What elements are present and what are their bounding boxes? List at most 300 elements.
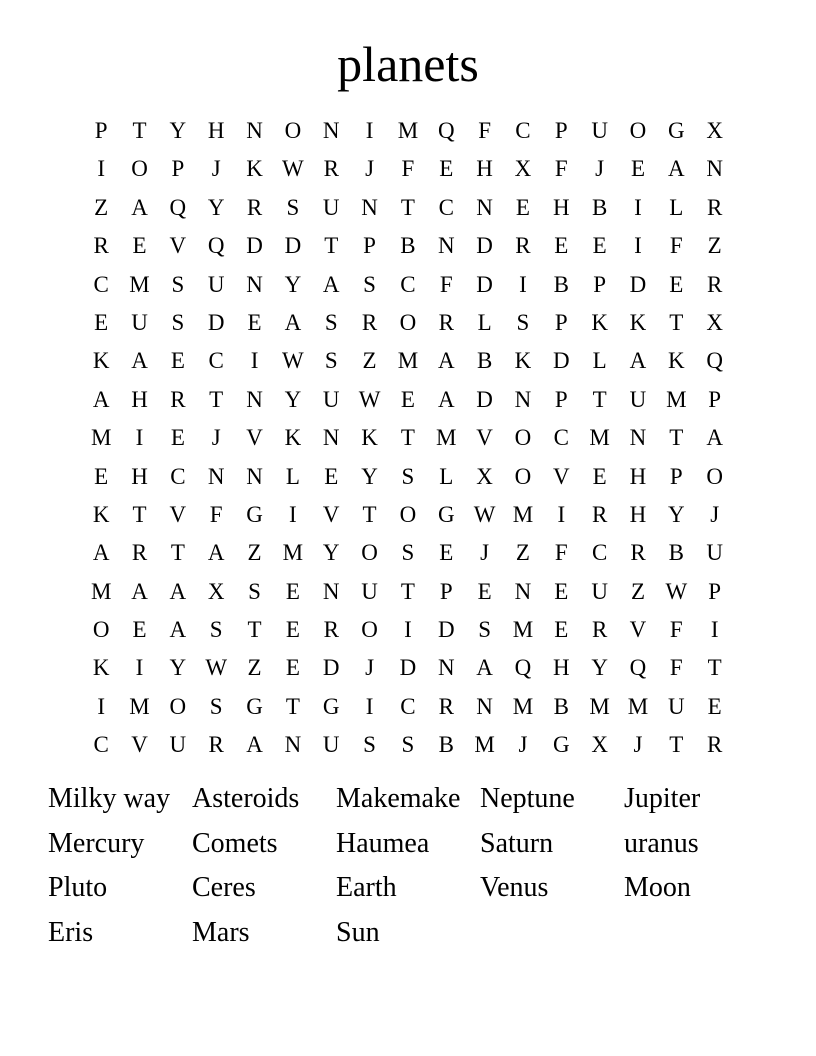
grid-letter: T — [669, 425, 684, 451]
word-list-item: Venus — [480, 872, 549, 904]
grid-letter: N — [514, 386, 532, 412]
grid-letter: M — [474, 732, 495, 758]
grid-letter: A — [322, 271, 340, 297]
grid-letter: U — [361, 578, 378, 604]
grid-letter: A — [131, 194, 148, 220]
grid-letter: J — [710, 501, 720, 527]
grid-letter: N — [246, 118, 263, 143]
grid-row — [82, 381, 734, 419]
grid-letter: K — [591, 309, 608, 335]
grid-letter: P — [708, 578, 722, 604]
grid-letter: D — [437, 617, 455, 643]
grid-letter: R — [131, 540, 148, 566]
grid-letter: S — [401, 540, 415, 566]
grid-letter: J — [518, 732, 528, 758]
grid-letter: G — [552, 732, 570, 758]
grid-letter: P — [669, 463, 683, 489]
grid-letter: Y — [668, 501, 685, 527]
grid-letter: V — [131, 732, 148, 758]
grid-row — [82, 189, 734, 227]
grid-letter: A — [92, 540, 110, 566]
grid-letter: G — [322, 693, 340, 719]
grid-letter: E — [132, 233, 147, 259]
grid-letter: N — [322, 425, 340, 451]
grid-letter: Q — [169, 194, 187, 220]
grid-letter: O — [284, 118, 302, 143]
grid-letter: T — [707, 655, 722, 681]
grid-letter: N — [476, 693, 493, 719]
grid-letter: N — [361, 194, 378, 220]
grid-letter: K — [92, 655, 110, 681]
grid-letter: U — [169, 732, 187, 758]
grid-letter: O — [361, 540, 378, 566]
grid-letter: I — [365, 693, 374, 719]
grid-letter: O — [629, 118, 647, 143]
grid-letter: I — [289, 501, 297, 527]
grid-row — [82, 534, 734, 572]
grid-letter: J — [633, 732, 643, 758]
grid-letter: T — [400, 194, 415, 220]
grid-letter: U — [668, 693, 685, 719]
grid-row — [82, 342, 734, 380]
grid-letter: X — [207, 578, 225, 604]
grid-letter: F — [669, 655, 683, 681]
grid-letter: B — [553, 693, 569, 719]
grid-letter: V — [476, 425, 493, 451]
grid-letter: Z — [247, 655, 262, 681]
grid-letter: X — [591, 732, 608, 758]
grid-row — [82, 150, 734, 188]
grid-letter: T — [592, 386, 607, 412]
grid-letter: O — [169, 693, 187, 719]
word-list-item: Pluto — [48, 872, 108, 904]
word-list-item: Comets — [192, 827, 278, 859]
grid-letter: D — [399, 655, 417, 681]
grid-letter: N — [514, 578, 532, 604]
grid-letter: R — [591, 617, 608, 643]
grid-letter: R — [630, 540, 646, 566]
grid-letter: T — [669, 309, 684, 335]
word-list-item: uranus — [624, 827, 699, 859]
grid-letter: N — [207, 463, 225, 489]
grid-letter: J — [595, 156, 605, 182]
grid-letter: P — [593, 271, 607, 297]
grid-row — [82, 304, 734, 342]
word-list-item: Haumea — [336, 827, 430, 859]
grid-letter: E — [285, 578, 300, 604]
grid-letter: M — [666, 386, 687, 412]
grid-letter: G — [246, 501, 263, 527]
grid-row — [82, 726, 734, 764]
grid-letter: H — [629, 501, 647, 527]
grid-letter: M — [282, 540, 304, 566]
grid-letter: U — [591, 578, 608, 604]
grid-letter: E — [400, 386, 415, 412]
grid-letter: W — [282, 348, 304, 374]
grid-letter: O — [361, 617, 378, 643]
grid-letter: S — [324, 309, 338, 335]
grid-letter: M — [397, 118, 419, 143]
grid-letter: W — [358, 386, 381, 412]
grid-letter: O — [399, 309, 417, 335]
grid-letter: T — [400, 578, 415, 604]
grid-row — [82, 496, 734, 534]
grid-letter: W — [473, 501, 496, 527]
grid-letter: Y — [169, 655, 187, 681]
grid-letter: T — [132, 501, 147, 527]
grid-letter: R — [93, 233, 109, 259]
grid-letter: H — [476, 156, 493, 182]
grid-letter: F — [554, 156, 568, 182]
grid-letter: K — [92, 348, 110, 374]
grid-letter: H — [629, 463, 647, 489]
word-list-item: Sun — [336, 916, 380, 948]
grid-letter: A — [207, 540, 225, 566]
grid-letter: A — [246, 732, 263, 758]
grid-letter: D — [476, 271, 493, 297]
grid-letter: F — [209, 501, 223, 527]
grid-letter: Y — [284, 271, 302, 297]
grid-letter: Q — [629, 655, 647, 681]
grid-letter: Z — [247, 540, 262, 566]
grid-row — [82, 227, 734, 265]
grid-letter: M — [589, 693, 610, 719]
grid-letter: V — [322, 501, 340, 527]
grid-letter: O — [514, 425, 532, 451]
grid-letter: B — [591, 194, 608, 220]
grid-letter: F — [439, 271, 453, 297]
grid-letter: K — [246, 156, 263, 182]
grid-letter: S — [324, 348, 338, 374]
grid-letter: Z — [515, 540, 530, 566]
grid-letter: D — [284, 233, 302, 259]
grid-letter: M — [512, 501, 534, 527]
grid-letter: C — [591, 540, 608, 566]
grid-letter: U — [629, 386, 647, 412]
grid-letter: C — [93, 271, 109, 297]
grid-letter: E — [439, 156, 454, 182]
grid-letter: R — [208, 732, 224, 758]
grid-row — [82, 458, 734, 496]
grid-letter: P — [554, 386, 568, 412]
grid-letter: L — [285, 463, 300, 489]
grid-letter: O — [92, 617, 110, 643]
grid-letter: J — [480, 540, 490, 566]
grid-letter: D — [476, 386, 493, 412]
grid-letter: P — [94, 118, 108, 143]
grid-letter: N — [437, 655, 455, 681]
grid-letter: N — [437, 233, 455, 259]
grid-letter: R — [515, 233, 531, 259]
grid-letter: S — [171, 309, 185, 335]
grid-letter: Y — [207, 194, 225, 220]
grid-letter: E — [477, 578, 492, 604]
grid-letter: D — [476, 233, 493, 259]
grid-letter: V — [246, 425, 263, 451]
grid-letter: F — [669, 233, 683, 259]
grid-letter: I — [404, 617, 412, 643]
grid-letter: S — [516, 309, 530, 335]
grid-letter: U — [322, 386, 340, 412]
grid-letter: E — [285, 655, 300, 681]
word-list-item: Saturn — [480, 827, 554, 859]
grid-letter: L — [592, 348, 607, 374]
grid-letter: K — [514, 348, 532, 374]
grid-letter: P — [439, 578, 453, 604]
grid-letter: O — [514, 463, 532, 489]
grid-letter: S — [209, 617, 223, 643]
grid-letter: U — [322, 194, 340, 220]
grid-letter: C — [400, 693, 416, 719]
grid-letter: R — [707, 732, 723, 758]
word-list-item: Moon — [624, 872, 691, 904]
grid-letter: J — [211, 156, 221, 182]
grid-letter: I — [365, 118, 374, 143]
grid-letter: T — [209, 386, 224, 412]
grid-letter: C — [93, 732, 109, 758]
grid-letter: E — [592, 233, 607, 259]
grid-letter: V — [629, 617, 647, 643]
grid-letter: M — [436, 425, 457, 451]
grid-letter: L — [439, 463, 454, 489]
grid-letter: N — [246, 271, 263, 297]
grid-letter: A — [629, 348, 647, 374]
grid-letter: C — [400, 271, 416, 297]
grid-letter: N — [322, 118, 340, 143]
grid-letter: U — [322, 732, 340, 758]
grid-letter: C — [553, 425, 569, 451]
grid-row — [82, 112, 734, 150]
grid-letter: I — [634, 233, 642, 259]
grid-letter: E — [170, 348, 185, 374]
grid-letter: K — [629, 309, 647, 335]
grid-letter: T — [669, 732, 684, 758]
grid-letter: Q — [706, 348, 723, 374]
grid-letter: E — [247, 309, 262, 335]
grid-row — [82, 419, 734, 457]
word-list-item: Milky way — [48, 783, 171, 814]
letter-grid — [82, 112, 734, 765]
grid-letter: H — [552, 194, 570, 220]
grid-letter: J — [365, 156, 375, 182]
grid-letter: Y — [322, 540, 340, 566]
grid-letter: T — [324, 233, 339, 259]
grid-letter: F — [401, 156, 415, 182]
grid-letter: K — [92, 501, 110, 527]
grid-letter: V — [169, 501, 187, 527]
grid-letter: T — [132, 118, 147, 143]
grid-letter: D — [322, 655, 340, 681]
grid-letter: B — [668, 540, 684, 566]
grid-letter: Q — [207, 233, 225, 259]
grid-letter: W — [205, 655, 228, 681]
grid-letter: K — [284, 425, 302, 451]
grid-letter: O — [399, 501, 417, 527]
grid-letter: M — [90, 425, 112, 451]
grid-letter: E — [554, 617, 569, 643]
grid-letter: R — [323, 617, 339, 643]
grid-letter: X — [706, 309, 723, 335]
grid-letter: G — [246, 693, 263, 719]
grid-letter: V — [552, 463, 570, 489]
grid-letter: S — [478, 617, 491, 643]
grid-letter: R — [170, 386, 186, 412]
page-title: planets — [337, 36, 479, 92]
grid-letter: E — [94, 463, 109, 489]
grid-letter: X — [706, 118, 723, 143]
grid-letter: A — [131, 348, 148, 374]
grid-letter: N — [476, 194, 493, 220]
grid-row — [82, 688, 734, 726]
grid-letter: D — [552, 348, 570, 374]
word-list-item: Neptune — [480, 783, 575, 814]
grid-letter: K — [668, 348, 685, 374]
grid-letter: I — [97, 156, 105, 182]
grid-letter: A — [437, 348, 455, 374]
grid-letter: W — [282, 156, 304, 182]
grid-letter: B — [400, 233, 416, 259]
grid-letter: I — [135, 425, 144, 451]
grid-letter: E — [439, 540, 454, 566]
word-list-item: Earth — [336, 872, 397, 904]
grid-letter: X — [476, 463, 493, 489]
grid-letter: T — [247, 617, 262, 643]
grid-letter: T — [400, 425, 415, 451]
grid-letter: M — [129, 271, 150, 297]
grid-letter: L — [669, 194, 684, 220]
grid-letter: X — [514, 156, 532, 182]
grid-letter: T — [362, 501, 377, 527]
word-list-item: Makemake — [336, 783, 461, 814]
grid-letter: A — [169, 578, 187, 604]
grid-letter: S — [401, 732, 415, 758]
grid-letter: C — [170, 463, 186, 489]
grid-letter: V — [169, 233, 187, 259]
grid-letter: A — [437, 386, 455, 412]
grid-letter: M — [512, 693, 534, 719]
grid-letter: D — [207, 309, 225, 335]
grid-letter: S — [363, 732, 376, 758]
grid-letter: U — [131, 309, 148, 335]
grid-letter: S — [209, 693, 223, 719]
grid-letter: O — [131, 156, 148, 182]
grid-letter: H — [207, 118, 225, 143]
grid-letter: W — [665, 578, 688, 604]
grid-letter: E — [707, 693, 722, 719]
grid-letter: D — [629, 271, 647, 297]
grid-letter: E — [554, 233, 569, 259]
grid-row — [82, 573, 734, 611]
word-list-item: Mars — [192, 916, 250, 948]
grid-letter: I — [250, 348, 259, 374]
grid-letter: M — [90, 578, 112, 604]
grid-letter: R — [246, 194, 263, 220]
grid-letter: E — [669, 271, 684, 297]
grid-letter: S — [171, 271, 185, 297]
grid-letter: K — [361, 425, 378, 451]
grid-letter: A — [169, 617, 187, 643]
grid-letter: B — [553, 271, 569, 297]
grid-letter: E — [170, 425, 185, 451]
grid-letter: F — [478, 118, 491, 143]
grid-letter: A — [706, 425, 723, 451]
grid-letter: H — [552, 655, 570, 681]
grid-letter: G — [668, 118, 685, 143]
grid-letter: H — [131, 386, 148, 412]
grid-letter: E — [132, 617, 147, 643]
grid-letter: P — [554, 118, 568, 143]
grid-letter: Z — [94, 194, 109, 220]
grid-letter: S — [286, 194, 300, 220]
grid-letter: D — [246, 233, 263, 259]
grid-letter: P — [171, 156, 185, 182]
grid-letter: L — [477, 309, 492, 335]
grid-letter: E — [630, 156, 646, 182]
grid-letter: I — [557, 501, 566, 527]
grid-letter: G — [437, 501, 455, 527]
grid-letter: M — [129, 693, 150, 719]
grid-letter: F — [554, 540, 568, 566]
grid-letter: N — [284, 732, 302, 758]
grid-row — [82, 649, 734, 687]
grid-letter: A — [476, 655, 493, 681]
grid-letter: H — [131, 463, 148, 489]
grid-letter: U — [706, 540, 723, 566]
grid-letter: P — [554, 309, 568, 335]
grid-letter: S — [401, 463, 415, 489]
grid-letter: I — [519, 271, 527, 297]
grid-letter: R — [438, 309, 454, 335]
grid-letter: J — [211, 425, 221, 451]
grid-letter: R — [438, 693, 454, 719]
grid-letter: S — [363, 271, 376, 297]
grid-letter: Z — [707, 233, 722, 259]
grid-letter: Q — [514, 655, 532, 681]
grid-letter: R — [361, 309, 378, 335]
grid-letter: I — [97, 693, 105, 719]
grid-letter: I — [710, 617, 719, 643]
grid-letter: I — [634, 194, 642, 220]
grid-letter: S — [248, 578, 261, 604]
grid-letter: N — [246, 463, 263, 489]
grid-letter: N — [706, 156, 723, 182]
grid-letter: E — [554, 578, 569, 604]
grid-letter: I — [135, 655, 144, 681]
grid-letter: C — [208, 348, 224, 374]
grid-letter: C — [515, 118, 531, 143]
grid-letter: Z — [362, 348, 377, 374]
grid-letter: E — [324, 463, 339, 489]
grid-letter: E — [94, 309, 109, 335]
grid-letter: Y — [169, 118, 187, 143]
grid-letter: M — [627, 693, 649, 719]
grid-letter: R — [707, 271, 723, 297]
grid-letter: Z — [630, 578, 646, 604]
grid-letter: C — [438, 194, 454, 220]
grid-letter: E — [592, 463, 607, 489]
grid-row — [82, 266, 734, 304]
grid-letter: R — [591, 501, 608, 527]
grid-letter: B — [476, 348, 493, 374]
grid-letter: A — [668, 156, 685, 182]
grid-letter: M — [512, 617, 534, 643]
grid-letter: Q — [437, 118, 455, 143]
grid-letter: T — [285, 693, 300, 719]
grid-letter: Y — [361, 463, 378, 489]
grid-letter: O — [706, 463, 723, 489]
grid-letter: M — [397, 348, 419, 374]
grid-letter: M — [589, 425, 610, 451]
